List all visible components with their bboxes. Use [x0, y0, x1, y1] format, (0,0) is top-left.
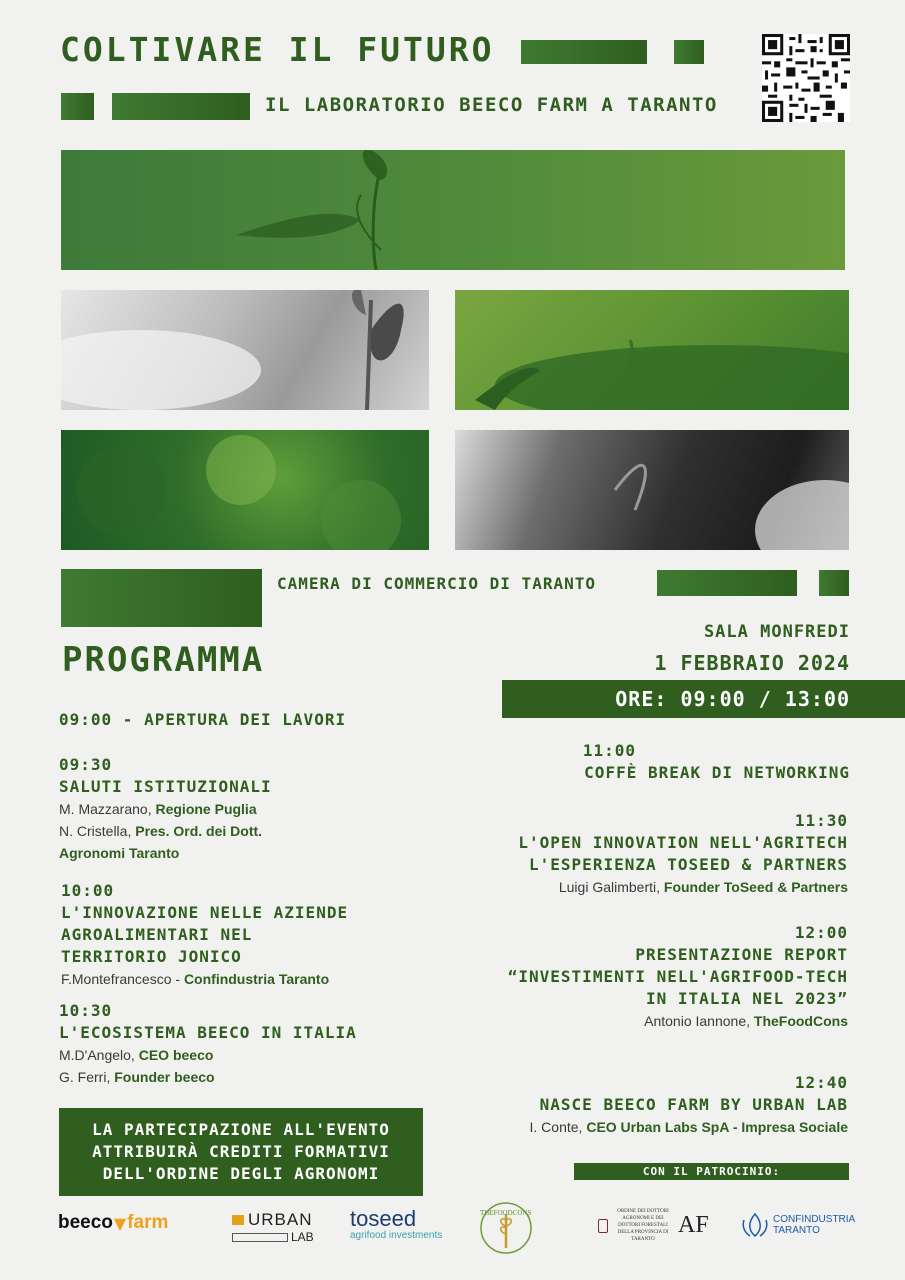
item-title: L'ECOSISTEMA BEECO IN ITALIA: [59, 1023, 357, 1042]
speaker: I. Conte, CEO Urban Labs SpA - Impresa Sociale: [529, 1119, 848, 1135]
opening-item: 09:00 - APERTURA DEI LAVORI: [59, 710, 347, 729]
plant-photo-bokeh: [61, 430, 429, 550]
item-title: SALUTI ISTITUZIONALI: [59, 777, 272, 796]
cube-icon: [232, 1215, 244, 1225]
programma-heading: PROGRAMMA: [62, 640, 265, 680]
item-title: IN ITALIA NEL 2023”: [645, 989, 848, 1008]
credits-line: ATTRIBUIRÀ CREDITI FORMATIVI: [92, 1142, 390, 1161]
event-hours: ORE: 09:00 / 13:00: [502, 680, 905, 718]
program-item: [61, 880, 461, 990]
credits-line: DELL'ORDINE DEGLI AGRONOMI: [102, 1164, 380, 1183]
plant-photo-green: [455, 290, 849, 410]
beeco-farm-logo: beeco ▼ farm: [58, 1212, 169, 1233]
speaker: N. Cristella, Pres. Ord. dei Dott.: [59, 823, 263, 839]
item-title: L'OPEN INNOVATION NELL'AGRITECH: [518, 833, 848, 852]
speaker: Luigi Galimberti, Founder ToSeed & Partners: [558, 879, 848, 895]
plant-photo-banner: [61, 150, 845, 270]
confindustria-icon: [740, 1212, 770, 1238]
item-title: NASCE BEECO FARM BY URBAN LAB: [539, 1095, 848, 1114]
venue-location: CAMERA DI COMMERCIO DI TARANTO: [277, 574, 596, 593]
program-item: [430, 740, 850, 784]
plant-photo-dark: [455, 430, 849, 550]
bee-icon: ▼: [113, 1213, 127, 1233]
speaker: Agronomi Taranto: [59, 845, 180, 861]
deco-bar: [61, 93, 94, 120]
speaker: G. Ferri, Founder beeco: [59, 1069, 215, 1085]
poster-subtitle: IL LABORATORIO BEECO FARM A TARANTO: [265, 94, 718, 116]
speaker: Antonio Iannone, TheFoodCons: [644, 1013, 848, 1029]
speaker: F.Montefrancesco - Confindustria Taranto: [61, 971, 330, 987]
program-item: [59, 754, 459, 864]
deco-bar: [112, 93, 250, 120]
confindustria-logo: CONFINDUSTRIA TARANTO: [740, 1212, 855, 1238]
program-item: [428, 922, 848, 1032]
thefoodcons-logo: THEFOODCONS: [474, 1200, 538, 1256]
item-time: 12:00: [794, 923, 848, 942]
item-time: 11:00: [582, 741, 636, 760]
deco-bar: [674, 40, 704, 64]
speaker: M. Mazzarano, Regione Puglia: [59, 801, 257, 817]
item-title: L'ESPERIENZA TOSEED & PARTNERS: [529, 855, 848, 874]
program-item: [428, 1072, 848, 1138]
item-title: “INVESTIMENTI NELL'AGRIFOOD-TECH: [507, 967, 848, 986]
item-time: 10:00: [61, 881, 115, 900]
qr-code[interactable]: [762, 34, 850, 122]
deco-bar: [657, 570, 797, 596]
toseed-logo: toseed agrifood investments: [350, 1206, 443, 1241]
patronage-label: CON IL PATROCINIO:: [574, 1163, 849, 1180]
plant-photo-bw: [61, 290, 429, 410]
item-time: 09:30: [59, 755, 113, 774]
event-date: 1 FEBBRAIO 2024: [654, 651, 850, 675]
item-time: 12:40: [794, 1073, 848, 1092]
emblem-icon: [598, 1219, 608, 1233]
credits-notice: [59, 1108, 423, 1196]
item-time: 11:30: [794, 811, 848, 830]
deco-bar: [819, 570, 849, 596]
speaker: M.D'Angelo, CEO beeco: [59, 1047, 214, 1063]
ordine-agronomi-logo: ORDINE DEI DOTTORI AGRONOMI E DEI DOTTORI FORESTALI DELLA PROVINCIA DI TARANTO AF: [598, 1208, 709, 1243]
program-item: [428, 810, 848, 898]
deco-bar: [61, 569, 262, 627]
program-item: [59, 1000, 459, 1088]
deco-bar: [521, 40, 647, 64]
item-title: L'INNOVAZIONE NELLE AZIENDE: [61, 903, 349, 922]
item-title: AGROALIMENTARI NEL: [61, 925, 253, 944]
poster-title: COLTIVARE IL FUTURO: [60, 30, 495, 69]
urban-lab-logo: URBAN LAB: [232, 1210, 314, 1244]
credits-line: LA PARTECIPAZIONE ALL'EVENTO: [92, 1120, 390, 1139]
item-title: TERRITORIO JONICO: [61, 947, 242, 966]
item-title: COFFÈ BREAK DI NETWORKING: [584, 763, 850, 782]
tagline-box: [232, 1233, 288, 1242]
venue-room: SALA MONFREDI: [703, 622, 850, 642]
item-time: 10:30: [59, 1001, 113, 1020]
item-title: PRESENTAZIONE REPORT: [635, 945, 848, 964]
